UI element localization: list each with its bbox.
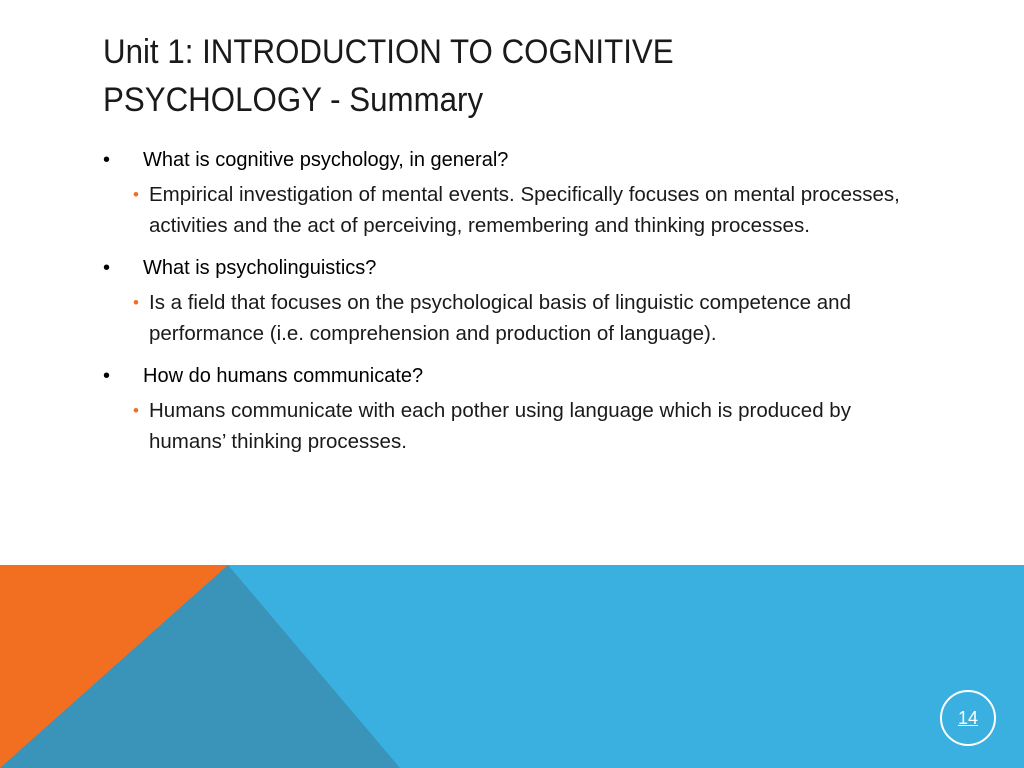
- bullet-icon: •: [103, 257, 111, 279]
- answer-block: [103, 179, 933, 241]
- question-line: [103, 253, 933, 283]
- sub-bullet-icon: •: [133, 293, 139, 312]
- answer-text: Is a field that focuses on the psychological basis of linguistic competence and performance (i.e. comprehension and production of language).: [149, 291, 851, 345]
- answer-text: Empirical investigation of mental events. Specifically focuses on mental processes, activities and the act of perceiving, remembering and thinking processes.: [149, 183, 900, 237]
- page-number-badge[interactable]: [940, 690, 996, 746]
- page-number: 14: [957, 708, 979, 728]
- list-item: [103, 361, 933, 457]
- answer-block: [103, 395, 933, 457]
- question-line: [103, 145, 933, 175]
- sub-bullet-icon: •: [133, 401, 139, 420]
- slide-title: Unit 1: INTRODUCTION TO COGNITIVE PSYCHOLOGY - Summary: [103, 33, 674, 119]
- decorative-footer-shapes: [0, 565, 1024, 768]
- question-text: What is psycholinguistics?: [143, 257, 377, 279]
- list-item: [103, 145, 933, 241]
- answer-block: [103, 287, 933, 349]
- sub-bullet-icon: •: [133, 185, 139, 204]
- bullet-icon: •: [103, 149, 111, 171]
- question-text: What is cognitive psychology, in general?: [143, 149, 509, 171]
- answer-text: Humans communicate with each pother using language which is produced by humans’ thinking processes.: [149, 399, 851, 453]
- list-item: [103, 253, 933, 349]
- slide-content: [103, 145, 933, 469]
- question-line: [103, 361, 933, 391]
- bullet-icon: •: [103, 365, 111, 387]
- question-text: How do humans communicate?: [143, 365, 424, 387]
